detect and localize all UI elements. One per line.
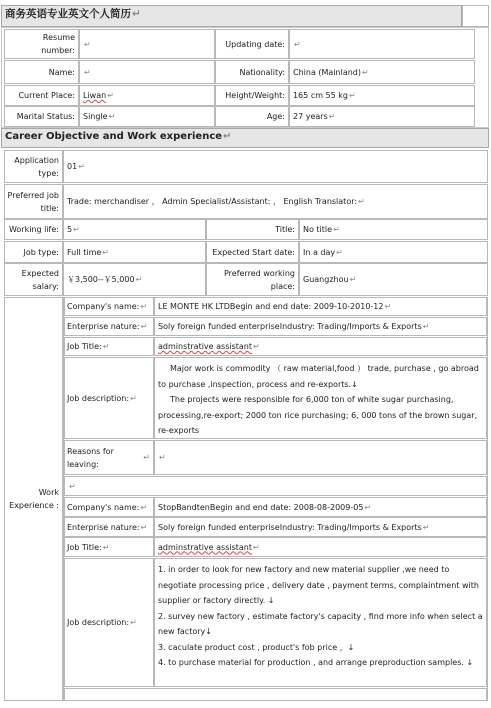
current-place-label: Current Place: <box>4 85 79 106</box>
nationality-value: China (Mainland) ↵ <box>289 60 475 84</box>
height-weight-value: 165 cm 55 kg ↵ <box>289 85 475 106</box>
job-type-value: Full time ↵ <box>63 241 206 263</box>
job1-title-value: adminstrative assistant ↵ <box>154 337 487 356</box>
job2-desc-value: 1. in order to look for new factory and new material supplier ,we need to negotiate processing price , delivery date , payment terms, complaintment with supplier or factory directly. ↓ 2. survey new factory , estimate factory's capacity , find more info when select a new factory↓ 3. caculate product cost , product's fob price ，↓ 4. to purchase material for production , and arrange preproduction samples. ↓ <box>154 558 487 687</box>
job2-nature-value: Soly foreign funded enterpriseIndustry: Trading/Imports & Exports ↵ <box>154 517 487 537</box>
age-value: 27 years ↵ <box>289 106 475 127</box>
job2-company-value: StopBandtenBegin and end date: 2008-08-2009-05 ↵ <box>154 497 487 517</box>
work-experience-label: Work Experience : <box>4 297 63 701</box>
job1-desc-value: Major work is commodity （ raw material,food ） trade, purchase , go abroad to purchase ,inspection, process and re-exports.↓ The projects were responsible for 6,000 ton of white sugar purchasing, processing,re-export; 2000 ton rice purchasing; 6, 000 tons of the brown sugar, re-exports <box>154 357 487 439</box>
expected-salary-value: ￥3,500--￥5,000 ↵ <box>63 263 206 296</box>
title-side-cell <box>462 5 489 27</box>
job1-reasons-value: ↵ <box>154 440 487 475</box>
updating-date-value: ↵ <box>289 29 475 59</box>
preferred-job-value: Trade: merchandiser ， Admin Specialist/Assistant: ， English Translator: ↵ <box>63 184 488 219</box>
job2-company-label: Company's name: ↵ <box>64 497 154 517</box>
start-date-value: In a day ↵ <box>299 241 488 263</box>
title-value: No title ↵ <box>299 219 488 240</box>
updating-date-label: Updating date: <box>215 29 289 59</box>
application-type-label: Application type: <box>4 150 63 183</box>
current-place-value: Liwan ↵ <box>79 85 215 106</box>
preferred-place-value: Guangzhou ↵ <box>299 263 488 296</box>
age-label: Age: <box>215 106 289 127</box>
job-type-label: Job type: <box>4 241 63 263</box>
job1-nature-value: Soly foreign funded enterpriseIndustry: Trading/Imports & Exports ↵ <box>154 317 487 336</box>
marital-status-value: Single ↵ <box>79 106 215 127</box>
job1-company-label: Company's name: ↵ <box>64 297 154 316</box>
job2-title-value: adminstrative assistant ↵ <box>154 537 487 557</box>
nationality-label: Nationality: <box>215 60 289 84</box>
resume-number-value: ↵ <box>79 29 215 59</box>
career-heading-bar: Career Objective and Work experience↵ <box>1 128 489 148</box>
job1-nature-label: Enterprise nature: ↵ <box>64 317 154 336</box>
title-label: Title: <box>206 219 299 240</box>
preferred-place-label: Preferred working place: <box>206 263 299 296</box>
resume-title-bar: 商务英语专业英文个人简历↵ <box>1 5 462 27</box>
job2-nature-label: Enterprise nature: ↵ <box>64 517 154 537</box>
resume-number-label: Resume number: <box>4 29 79 59</box>
expected-salary-label: Expected salary: <box>4 263 63 296</box>
job-spacer-row: ↵ <box>64 476 487 496</box>
job2-title-label: Job Title: ↵ <box>64 537 154 557</box>
job1-title-label: Job Title: ↵ <box>64 337 154 356</box>
job1-desc-label: Job description: ↵ <box>64 357 154 439</box>
resume-title: 商务英语专业英文个人简历 <box>5 8 131 20</box>
job1-reasons-label: Reasons for leaving: ↵ <box>64 440 154 475</box>
working-life-value: 5 ↵ <box>63 219 206 240</box>
job1-company-value: LE MONTE HK LTDBegin and end date: 2009-10-2010-12 ↵ <box>154 297 487 316</box>
name-label: Name: <box>4 60 79 84</box>
start-date-label: Expected Start date: <box>206 241 299 263</box>
application-type-value: 01 ↵ <box>63 150 488 183</box>
working-life-label: Working life: <box>4 219 63 240</box>
name-value: ↵ <box>79 60 215 84</box>
marital-status-label: Marital Status: <box>4 106 79 127</box>
job2-desc-label: Job description: ↵ <box>64 558 154 687</box>
work-experience-bottom-row <box>64 688 487 701</box>
career-heading: Career Objective and Work experience <box>5 131 223 142</box>
preferred-job-label: Preferred job title: <box>4 184 63 219</box>
height-weight-label: Height/Weight: <box>215 85 289 106</box>
